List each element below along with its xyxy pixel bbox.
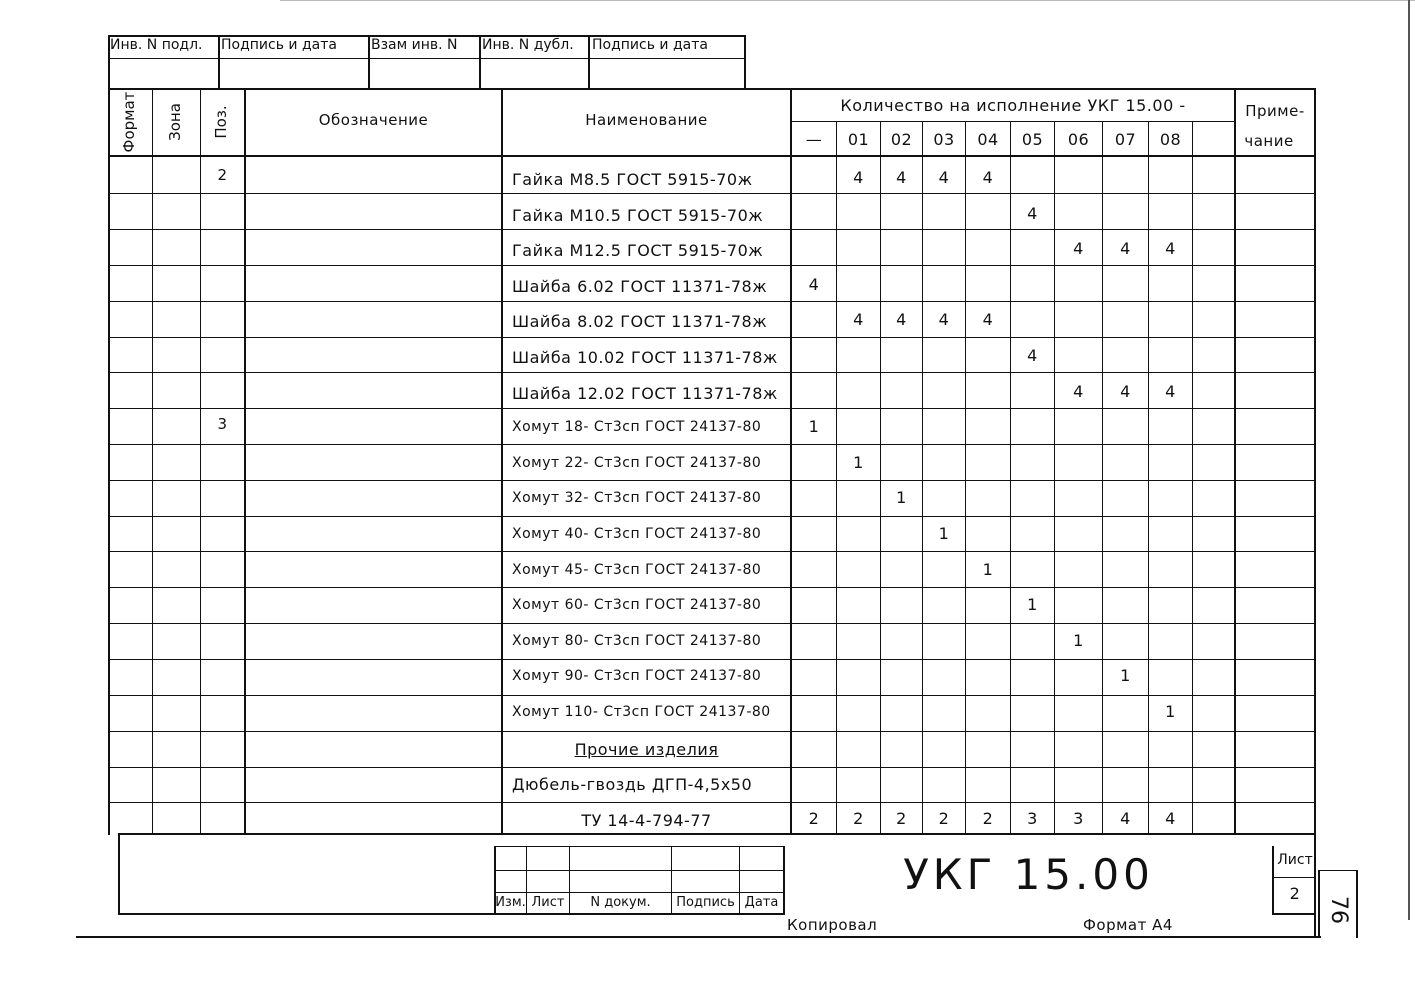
- row-pos: 2: [217, 166, 228, 184]
- row-name: Хомут 60- Ст3сп ГОСТ 24137-80: [512, 597, 762, 614]
- row-qty: 2: [938, 808, 950, 828]
- row-qty: 1: [982, 559, 994, 579]
- row-qty: 4: [853, 310, 864, 330]
- stamp-vzam-inv: Взам инв. N: [371, 37, 458, 53]
- variant-04: 04: [977, 130, 999, 149]
- page-number: 76: [1326, 896, 1351, 924]
- row-name: ТУ 14-4-794-77: [581, 810, 712, 830]
- row-qty: 2: [808, 808, 820, 828]
- row-name: Гайка М8.5 ГОСТ 5915-70ж: [512, 170, 753, 189]
- variant-05: 05: [1021, 130, 1044, 149]
- variant-01: 01: [847, 130, 870, 149]
- row-qty: 4: [1165, 239, 1176, 259]
- row-qty: 2: [853, 808, 864, 828]
- header-quantity: Количество на исполнение УКГ 15.00 -: [840, 96, 1186, 115]
- row-qty: 4: [1027, 346, 1038, 365]
- row-name: Хомут 32- Ст3сп ГОСТ 24137-80: [512, 490, 762, 507]
- row-name: Дюбель-гвоздь ДГП-4,5х50: [512, 775, 753, 795]
- row-qty: 4: [982, 310, 994, 330]
- stamp-signature-date-2: Подпись и дата: [592, 37, 708, 53]
- header-format: Формат: [120, 91, 138, 153]
- header-zone: Зона: [166, 103, 184, 141]
- row-qty: 4: [1073, 239, 1084, 259]
- tb-label-date: Дата: [744, 895, 779, 910]
- header-pos: Поз.: [212, 105, 230, 139]
- header-note-line2: чание: [1244, 132, 1294, 150]
- row-name: Шайба 10.02 ГОСТ 11371-78ж: [512, 348, 778, 367]
- stamp-inv-podl: Инв. N подл.: [110, 37, 203, 53]
- row-qty: 4: [1120, 239, 1131, 259]
- row-qty: 4: [896, 168, 907, 187]
- tb-label-izm: Изм.: [495, 895, 526, 910]
- tb-label-signature: Подпись: [676, 895, 735, 910]
- row-name: Хомут 45- Ст3сп ГОСТ 24137-80: [512, 561, 762, 578]
- row-qty: 1: [896, 488, 907, 508]
- row-qty: 1: [808, 417, 820, 437]
- tb-label-doc: N докум.: [590, 895, 651, 910]
- row-pos: 3: [217, 415, 228, 434]
- row-qty: 4: [982, 168, 994, 187]
- row-qty: 4: [853, 168, 864, 187]
- row-name: Прочие изделия: [574, 739, 719, 759]
- footer-copied: Копировал: [787, 916, 878, 934]
- sheet-number: 2: [1289, 884, 1301, 903]
- row-qty: 4: [1073, 381, 1084, 401]
- row-qty: 1: [1027, 595, 1038, 615]
- row-name: Шайба 12.02 ГОСТ 11371-78ж: [512, 383, 778, 403]
- row-qty: 2: [896, 808, 907, 828]
- row-qty: 4: [1027, 203, 1038, 223]
- footer-format: Формат А4: [1083, 916, 1173, 934]
- doc-code: УКГ 15.00: [903, 850, 1154, 899]
- row-qty: 4: [1120, 808, 1131, 828]
- row-name: Хомут 40- Ст3сп ГОСТ 24137-80: [512, 526, 762, 542]
- row-qty: 4: [1120, 381, 1131, 401]
- variant-base: —: [805, 130, 823, 149]
- variant-02: 02: [890, 130, 913, 149]
- row-name: Хомут 80- Ст3сп ГОСТ 24137-80: [512, 632, 762, 649]
- row-qty: 1: [1165, 702, 1176, 721]
- row-qty: 3: [1027, 808, 1038, 828]
- row-name: Хомут 22- Ст3сп ГОСТ 24137-80: [512, 454, 762, 471]
- row-name: Гайка М10.5 ГОСТ 5915-70ж: [512, 205, 764, 225]
- row-qty: 1: [1120, 666, 1131, 686]
- variant-07: 07: [1114, 130, 1137, 149]
- variant-08: 08: [1159, 130, 1182, 149]
- row-name: Хомут 90- Ст3сп ГОСТ 24137-80: [512, 668, 762, 685]
- row-name: Хомут 18- Ст3сп ГОСТ 24137-80: [512, 419, 762, 436]
- row-name: Хомут 110- Ст3сп ГОСТ 24137-80: [512, 704, 771, 720]
- row-qty: 4: [1165, 808, 1176, 828]
- row-qty: 4: [808, 274, 820, 294]
- row-qty: 4: [938, 168, 950, 187]
- row-qty: 1: [938, 524, 950, 543]
- row-qty: 1: [1073, 630, 1084, 650]
- row-qty: 3: [1073, 808, 1084, 828]
- row-qty: 1: [853, 452, 864, 472]
- stamp-signature-date-1: Подпись и дата: [221, 37, 337, 53]
- row-name: Шайба 6.02 ГОСТ 11371-78ж: [512, 276, 768, 296]
- header-note-line1: Приме-: [1245, 102, 1305, 120]
- variant-03: 03: [933, 130, 955, 149]
- sheet-label: Лист: [1277, 852, 1313, 868]
- row-qty: 4: [938, 310, 950, 330]
- row-qty: 4: [1165, 381, 1176, 401]
- row-qty: 4: [896, 310, 907, 330]
- row-name: Гайка М12.5 ГОСТ 5915-70ж: [512, 241, 764, 261]
- row-name: Шайба 8.02 ГОСТ 11371-78ж: [512, 312, 768, 332]
- tb-label-list: Лист: [531, 895, 565, 910]
- header-designation: Обозначение: [318, 111, 429, 129]
- header-name: Наименование: [585, 111, 708, 129]
- variant-06: 06: [1067, 130, 1090, 149]
- row-qty: 2: [982, 808, 994, 828]
- stamp-inv-dubl: Инв. N дубл.: [482, 37, 574, 53]
